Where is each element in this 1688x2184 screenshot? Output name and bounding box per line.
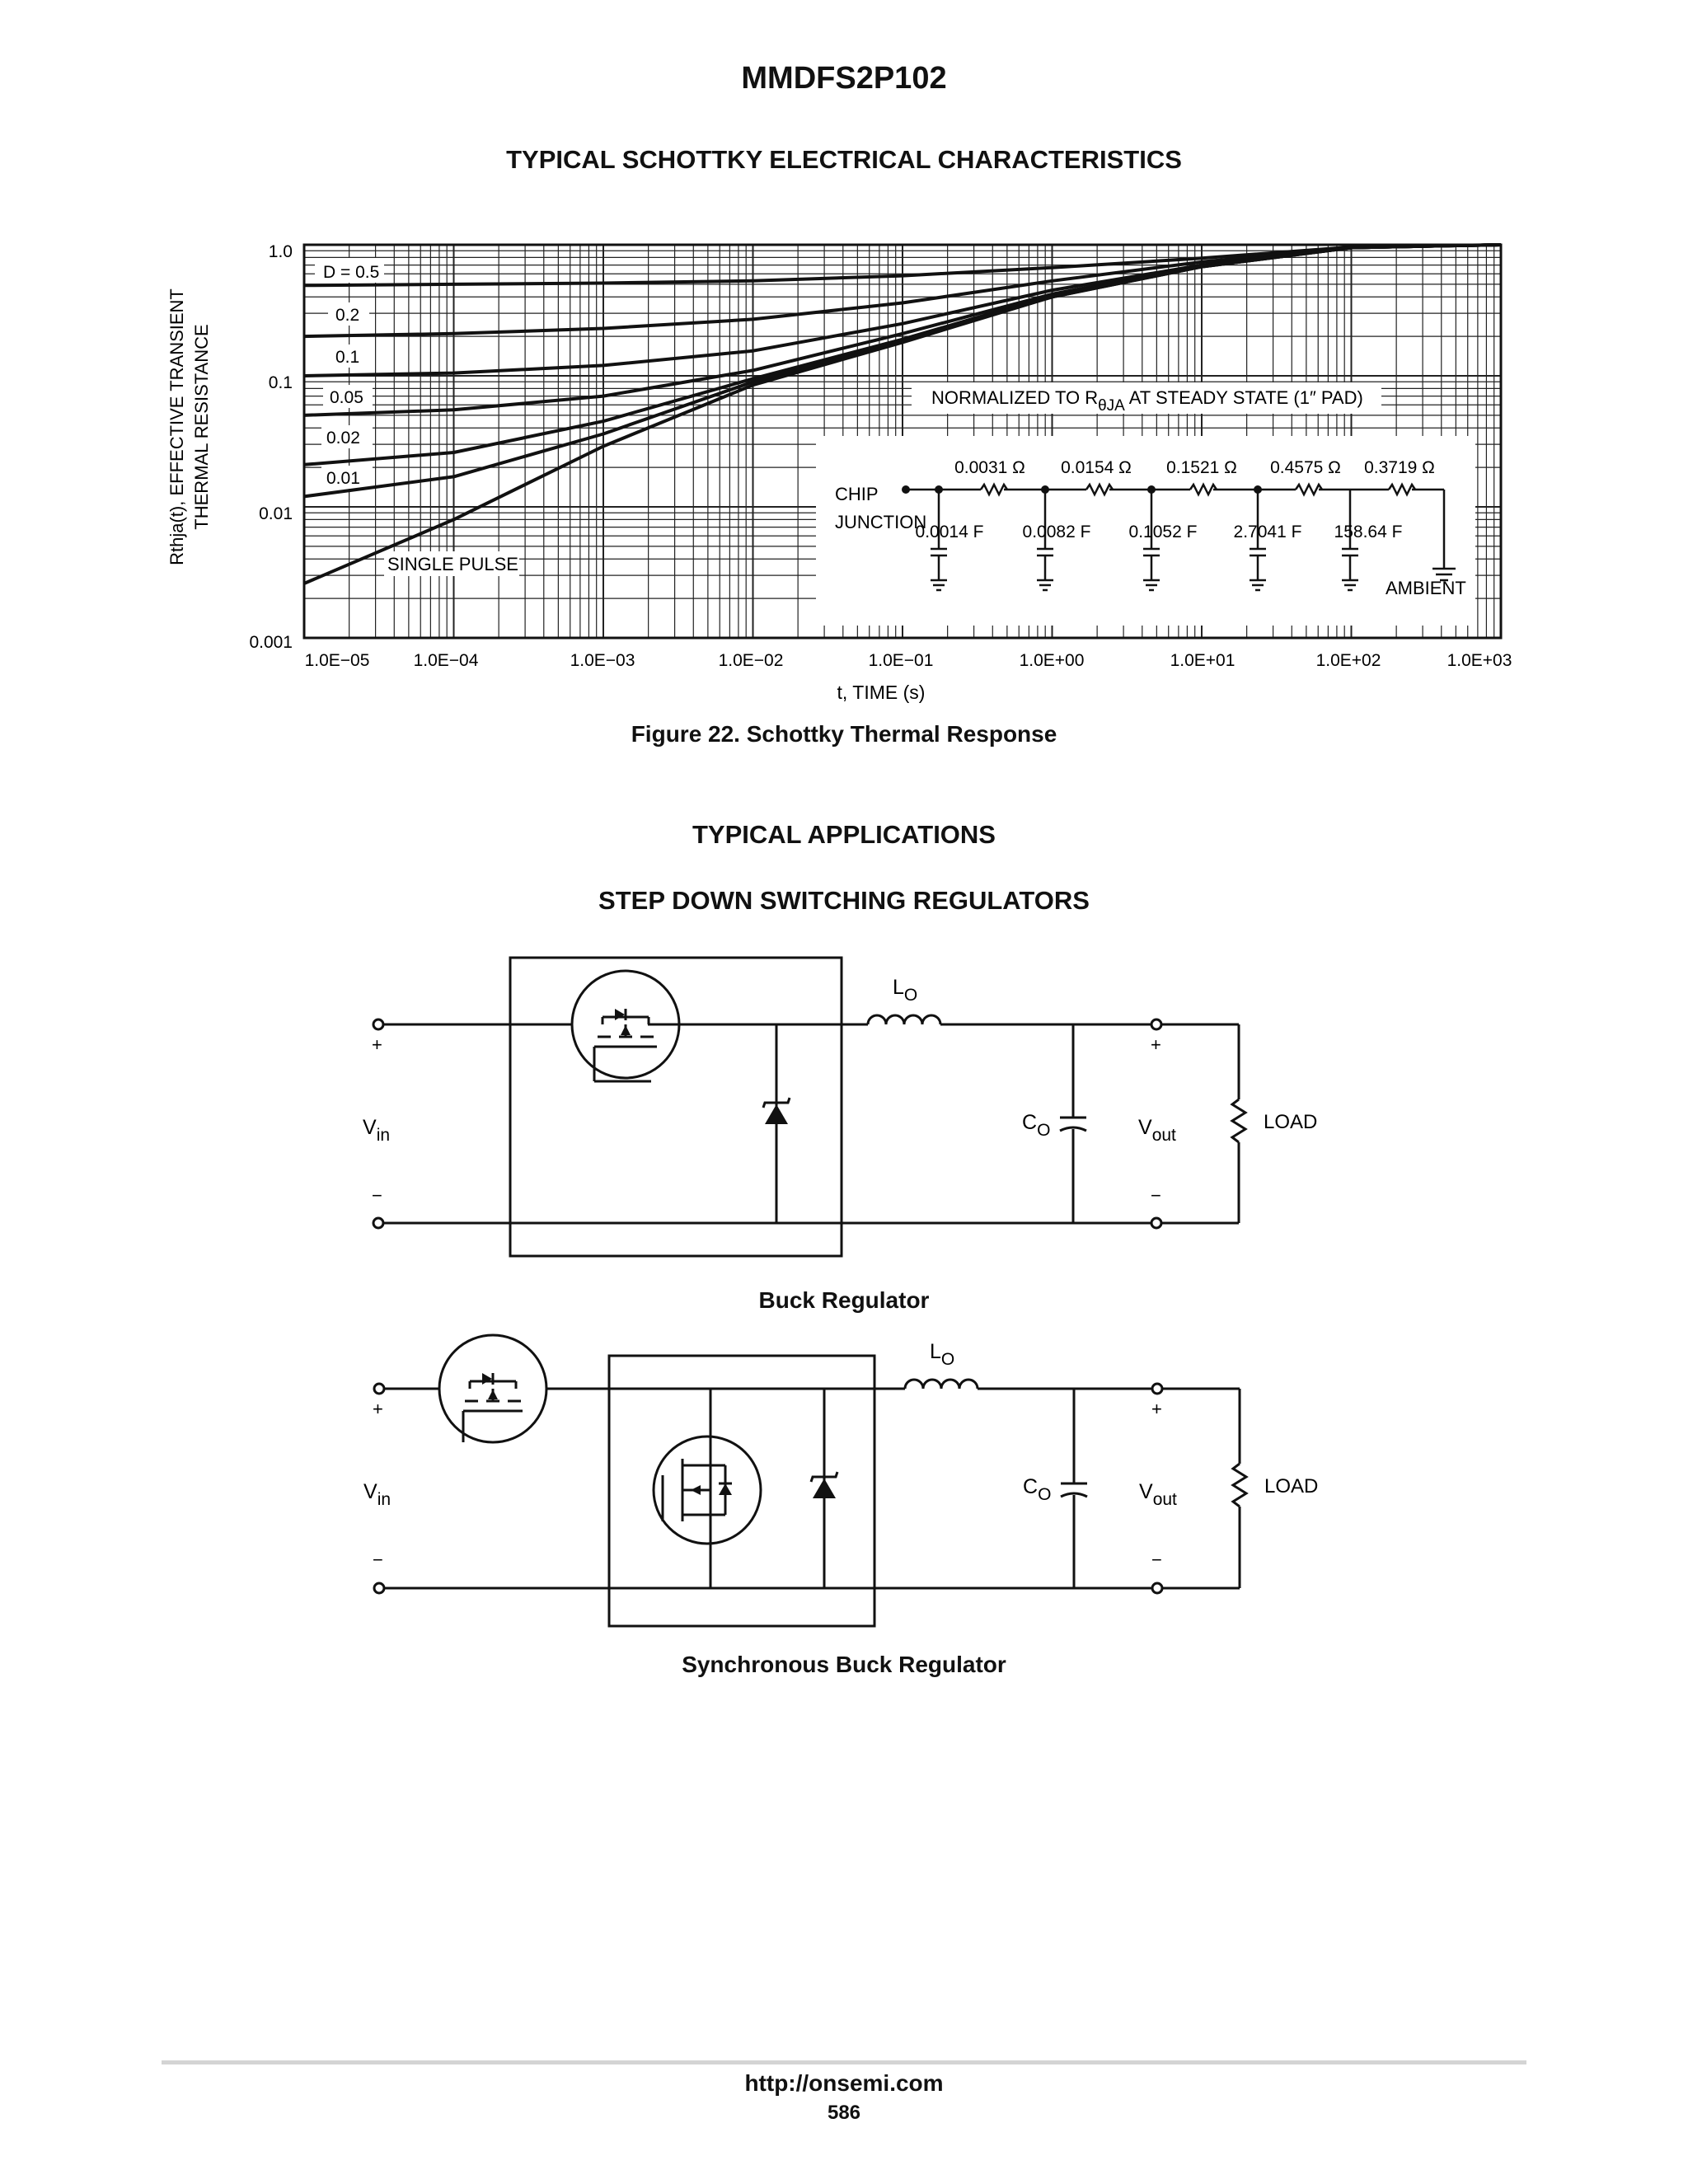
synchronous-buck-schematic bbox=[0, 1327, 1688, 1640]
buck-capacitor-label: $C_O$ bbox=[1022, 1111, 1051, 1140]
thermal-response-chart bbox=[0, 0, 1688, 725]
buck-vout-plus-terminal bbox=[1151, 1019, 1161, 1029]
buck-vout-plus-label: + bbox=[1151, 1034, 1161, 1055]
x-tick-1e-04: 1.0E−04 bbox=[413, 651, 479, 670]
buck-schottky-diode bbox=[765, 1104, 788, 1124]
figure-caption: Figure 22. Schottky Thermal Response bbox=[631, 721, 1057, 747]
buck-vin-plus-terminal bbox=[373, 1019, 383, 1029]
footer-rule bbox=[162, 2060, 1526, 2064]
buck-load-label: LOAD bbox=[1264, 1111, 1318, 1133]
resistor-1-value: 0.0031 Ω bbox=[954, 458, 1025, 477]
buck-vout-minus-terminal bbox=[1151, 1218, 1161, 1228]
capacitor-4-value: 2.7041 F bbox=[1233, 523, 1302, 541]
buck-caption: Buck Regulator bbox=[758, 1287, 930, 1313]
sync-load-resistor bbox=[1233, 1464, 1246, 1507]
sync-vout-plus-label: + bbox=[1151, 1399, 1162, 1419]
junction-node bbox=[902, 485, 910, 494]
capacitor-2-value: 0.0082 F bbox=[1022, 523, 1091, 541]
buck-inductor bbox=[868, 1015, 940, 1024]
capacitor-3-value: 0.1052 F bbox=[1128, 523, 1198, 541]
x-tick-1e-05: 1.0E−05 bbox=[304, 651, 370, 670]
y-axis-label-line2: THERMAL RESISTANCE bbox=[191, 324, 212, 530]
normalized-note: NORMALIZED TO RθJA AT STEADY STATE (1″ PAD) bbox=[931, 387, 1363, 415]
sync-inductor-label: $L_O$ bbox=[930, 1340, 955, 1369]
x-tick-1e+03: 1.0E+03 bbox=[1447, 651, 1512, 670]
sync-vout-plus-terminal bbox=[1152, 1384, 1162, 1394]
sync-capacitor-label: $C_O$ bbox=[1023, 1475, 1052, 1504]
label-d-0.02: 0.02 bbox=[326, 429, 360, 448]
y-tick-0.1: 0.1 bbox=[268, 373, 293, 392]
rc-node-4 bbox=[1254, 485, 1262, 494]
buck-vin-minus-terminal bbox=[373, 1218, 383, 1228]
label-d-0.5: D = 0.5 bbox=[323, 263, 380, 282]
sync-buck-caption: Synchronous Buck Regulator bbox=[682, 1652, 1006, 1677]
x-tick-1e+02: 1.0E+02 bbox=[1315, 651, 1381, 670]
footer-url[interactable]: http://onsemi.com bbox=[744, 2070, 944, 2096]
sync-vin-label: $V_{in}$ bbox=[363, 1480, 392, 1509]
buck-vout-label: $V_{out}$ bbox=[1138, 1116, 1176, 1145]
y-tick-0.001: 0.001 bbox=[249, 633, 293, 652]
y-axis-label-line1: Rthja(t), EFFECTIVE TRANSIENT bbox=[166, 288, 187, 565]
sync-vout-label: $V_{out}$ bbox=[1139, 1480, 1177, 1509]
buck-load-resistor bbox=[1232, 1099, 1245, 1142]
chip-label: CHIP bbox=[835, 484, 879, 504]
applications-title: TYPICAL APPLICATIONS bbox=[692, 820, 996, 849]
buck-vin-label: $V_{in}$ bbox=[363, 1116, 391, 1145]
sync-vin-plus-terminal bbox=[374, 1384, 384, 1394]
buck-inductor-label: $L_O$ bbox=[893, 976, 918, 1005]
resistor-4-value: 0.4575 Ω bbox=[1270, 458, 1341, 477]
buck-vin-plus-label: + bbox=[372, 1034, 382, 1055]
sync-vin-plus-label: + bbox=[373, 1399, 383, 1419]
buck-regulator-schematic bbox=[0, 940, 1688, 1302]
rc-node-1 bbox=[935, 485, 943, 494]
applications-subtitle: STEP DOWN SWITCHING REGULATORS bbox=[598, 886, 1090, 915]
capacitor-1-value: 0.0014 F bbox=[915, 523, 984, 541]
section-title: TYPICAL SCHOTTKY ELECTRICAL CHARACTERISTICS bbox=[506, 145, 1182, 174]
page-number: 586 bbox=[827, 2102, 861, 2124]
label-d-0.1: 0.1 bbox=[335, 348, 360, 367]
sync-schottky-diode bbox=[813, 1479, 836, 1498]
rc-node-2 bbox=[1041, 485, 1049, 494]
sync-device-box bbox=[609, 1356, 874, 1626]
label-d-0.2: 0.2 bbox=[335, 306, 360, 325]
resistor-3-value: 0.1521 Ω bbox=[1166, 458, 1237, 477]
sync-vin-minus-terminal bbox=[374, 1583, 384, 1593]
x-tick-1e+01: 1.0E+01 bbox=[1170, 651, 1236, 670]
sync-load-label: LOAD bbox=[1264, 1475, 1319, 1497]
y-tick-0.01: 0.01 bbox=[259, 504, 293, 523]
sync-inductor bbox=[905, 1380, 978, 1389]
buck-device-box bbox=[510, 958, 842, 1256]
x-tick-1e-02: 1.0E−02 bbox=[718, 651, 784, 670]
resistor-5-value: 0.3719 Ω bbox=[1364, 458, 1435, 477]
label-d-0.05: 0.05 bbox=[330, 388, 363, 407]
buck-vout-minus-label: − bbox=[1151, 1185, 1161, 1206]
ambient-label: AMBIENT bbox=[1386, 578, 1466, 598]
y-tick-1: 1.0 bbox=[268, 242, 293, 261]
sync-vout-minus-label: − bbox=[1151, 1549, 1162, 1570]
label-single-pulse: SINGLE PULSE bbox=[387, 554, 518, 574]
part-number: MMDFS2P102 bbox=[741, 61, 947, 96]
x-axis-label: t, TIME (s) bbox=[837, 682, 926, 703]
capacitor-5-value: 158.64 F bbox=[1334, 523, 1403, 541]
x-tick-1e-03: 1.0E−03 bbox=[570, 651, 635, 670]
junction-label: JUNCTION bbox=[835, 512, 927, 532]
resistor-2-value: 0.0154 Ω bbox=[1061, 458, 1132, 477]
sync-vin-minus-label: − bbox=[373, 1549, 383, 1570]
label-d-0.01: 0.01 bbox=[326, 469, 360, 488]
sync-vout-minus-terminal bbox=[1152, 1583, 1162, 1593]
buck-vin-minus-label: − bbox=[372, 1185, 382, 1206]
x-tick-1e-01: 1.0E−01 bbox=[868, 651, 934, 670]
rc-node-3 bbox=[1147, 485, 1156, 494]
x-tick-1e+00: 1.0E+00 bbox=[1019, 651, 1085, 670]
